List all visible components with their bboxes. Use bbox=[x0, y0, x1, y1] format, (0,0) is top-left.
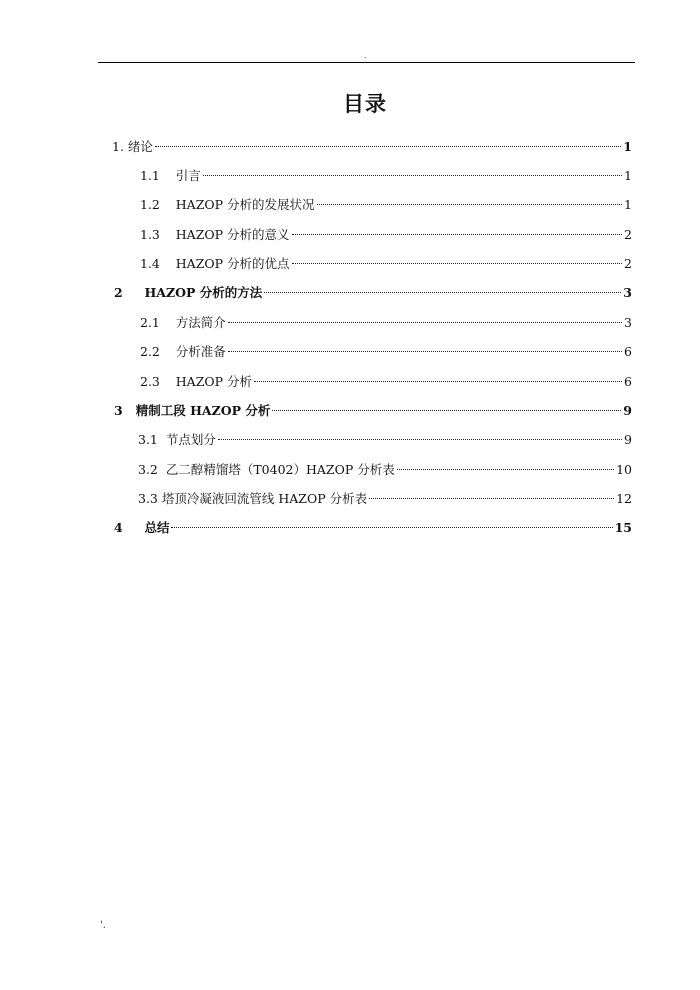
toc-entry[interactable] bbox=[140, 342, 632, 362]
toc-entry-page: 6 bbox=[624, 344, 632, 359]
toc-entry-number: 3.1 bbox=[138, 432, 166, 447]
toc-entry-label: 乙二醇精馏塔（T0402）HAZOP 分析表 bbox=[165, 462, 395, 477]
toc-entry-number: 1.1 bbox=[140, 168, 176, 183]
toc-entry-number: 2.3 bbox=[140, 374, 176, 389]
toc-entry-page: 15 bbox=[614, 520, 632, 535]
toc-leader-dots bbox=[218, 439, 622, 440]
toc-entry[interactable] bbox=[114, 401, 632, 421]
toc-entry-label: HAZOP 分析的方法 bbox=[144, 285, 263, 300]
toc-entry-page: 2 bbox=[624, 256, 632, 271]
toc-leader-dots bbox=[171, 527, 612, 528]
toc-leader-dots bbox=[369, 498, 614, 499]
toc-leader-dots bbox=[317, 204, 623, 205]
toc-entry-label: 节点划分 bbox=[165, 432, 216, 447]
toc-entry-label: HAZOP 分析的发展状况 bbox=[175, 197, 315, 212]
toc-entry-label: HAZOP 分析的意义 bbox=[175, 227, 290, 242]
toc-entry-number: 1. bbox=[112, 139, 128, 154]
toc-entry[interactable] bbox=[114, 518, 632, 538]
toc-entry-page: 1 bbox=[624, 168, 632, 183]
toc-entry-page: 10 bbox=[616, 462, 632, 477]
toc-entry[interactable] bbox=[114, 283, 632, 303]
toc-entry[interactable] bbox=[140, 313, 632, 333]
toc-entry-page: 9 bbox=[623, 403, 632, 418]
toc-leader-dots bbox=[264, 292, 621, 293]
toc-entry[interactable] bbox=[140, 166, 632, 186]
toc-entry-number: 2 bbox=[114, 285, 145, 300]
toc-entry-page: 2 bbox=[624, 227, 632, 242]
toc-entry[interactable] bbox=[112, 137, 632, 157]
toc-entry-page: 1 bbox=[624, 197, 632, 212]
toc-entry-number: 3 bbox=[114, 403, 136, 418]
toc-entry[interactable] bbox=[140, 372, 632, 392]
toc-entry-number: 3.2 bbox=[138, 462, 166, 477]
toc-leader-dots bbox=[155, 146, 621, 147]
toc-entry[interactable] bbox=[140, 225, 632, 245]
toc-entry-number: 4 bbox=[114, 520, 145, 535]
toc-entry[interactable] bbox=[138, 460, 632, 480]
toc-entry-label: 方法简介 bbox=[175, 315, 226, 330]
toc-entry-page: 1 bbox=[623, 139, 632, 154]
page-title: 目录 bbox=[343, 92, 387, 116]
toc-entry[interactable] bbox=[138, 489, 632, 509]
toc-entry-page: 6 bbox=[624, 374, 632, 389]
toc-entry-number: 2.1 bbox=[140, 315, 176, 330]
toc-entry-number: 1.4 bbox=[140, 256, 176, 271]
toc-entry[interactable] bbox=[140, 195, 632, 215]
toc-entry-number: 3.3 bbox=[138, 491, 162, 506]
toc-leader-dots bbox=[292, 234, 623, 235]
header-mark: . bbox=[364, 51, 367, 60]
toc-leader-dots bbox=[272, 410, 621, 411]
toc-leader-dots bbox=[203, 175, 622, 176]
toc-leader-dots bbox=[254, 381, 622, 382]
toc-entry-page: 3 bbox=[624, 315, 632, 330]
toc-entry-number: 2.2 bbox=[140, 344, 176, 359]
toc-entry-page: 9 bbox=[624, 432, 632, 447]
toc-entry-label: HAZOP 分析的优点 bbox=[175, 256, 290, 271]
toc-entry[interactable] bbox=[140, 254, 632, 274]
toc-entry-number: 1.3 bbox=[140, 227, 176, 242]
toc-entry-label: 分析准备 bbox=[175, 344, 226, 359]
toc-entry-label: 绪论 bbox=[127, 139, 153, 154]
toc-leader-dots bbox=[292, 263, 623, 264]
toc-entry-number: 1.2 bbox=[140, 197, 176, 212]
toc-entry-page: 12 bbox=[616, 491, 632, 506]
toc-leader-dots bbox=[228, 322, 622, 323]
toc-entry-label: HAZOP 分析 bbox=[175, 374, 253, 389]
toc-entry-label: 总结 bbox=[144, 520, 170, 535]
toc-leader-dots bbox=[397, 469, 614, 470]
toc-leader-dots bbox=[228, 351, 622, 352]
toc-entry-label: 引言 bbox=[175, 168, 201, 183]
toc-entry[interactable] bbox=[138, 430, 632, 450]
footer-mark: '. bbox=[100, 920, 106, 931]
toc-entry-page: 3 bbox=[623, 285, 632, 300]
toc-entry-label: 塔顶冷凝液回流管线 HAZOP 分析表 bbox=[161, 491, 368, 506]
toc-entry-label: 精制工段 HAZOP 分析 bbox=[135, 403, 271, 418]
